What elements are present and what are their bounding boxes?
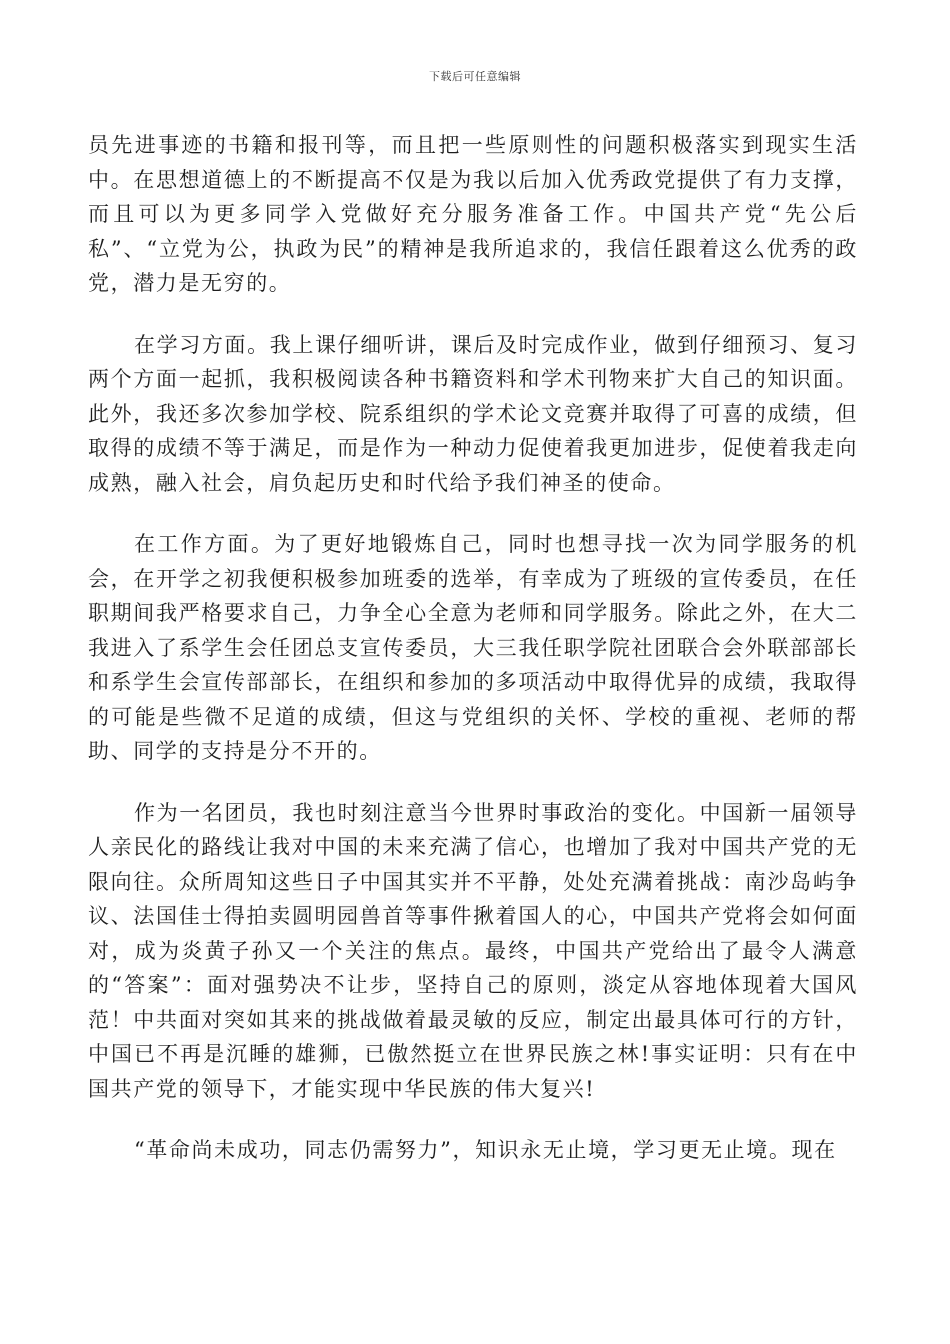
paragraph-2: 在学习方面。我上课仔细听讲，课后及时完成作业，做到仔细预习、复习两个方面一起抓，我积极阅读各种书籍资料和学术刊物来扩大自己的知识面。此外，我还多次参加学校、院系组织的学术论文竞赛并取得了可喜的成绩，但取得的成绩不等于满足，而是作为一种动力促使着我更加进步，促使着我走向成熟，融入社会，肩负起历史和时代给予我们神圣的使命。 [88,332,858,495]
paragraph-3: 在工作方面。为了更好地锻炼自己，同时也想寻找一次为同学服务的机会，在开学之初我便积极参加班委的选举，有幸成为了班级的宣传委员，在任职期间我严格要求自己，力争全心全意为老师和同学服务。除此之外，在大二我进入了系学生会任团总支宣传委员，大三我任职学院社团联合会外联部部长和系学生会宣传部部长，在组织和参加的多项活动中取得优异的成绩，我取得的可能是些微不足道的成绩，但这与党组织的关怀、学校的重视、老师的帮助、同学的支持是分不开的。 [88,532,858,763]
paragraph-1: 员先进事迹的书籍和报刊等，而且把一些原则性的问题积极落实到现实生活中。在思想道德上的不断提高不仅是为我以后加入优秀政党提供了有力支撑，而且可以为更多同学入党做好充分服务准备工作。中国共产党“先公后私”、“立党为公，执政为民”的精神是我所追求的，我信任跟着这么优秀的政党，潜力是无穷的。 [88,133,858,295]
paragraph-5: “革命尚未成功，同志仍需努力”，知识永无止境，学习更无止境。现在 [134,1138,837,1162]
paragraph-4: 作为一名团员，我也时刻注意当今世界时事政治的变化。中国新一届领导人亲民化的路线让我对中国的未来充满了信心，也增加了我对中国共产党的无限向往。众所周知这些日子中国其实并不平静，处处充满着挑战：南沙岛屿争议、法国佳士得拍卖圆明园兽首等事件揪着国人的心，中国共产党将会如何面对，成为炎黄子孙又一个关注的焦点。最终，中国共产党给出了最令人满意的“答案”：面对强势决不让步，坚持自己的原则，淡定从容地体现着大国风范！中共面对突如其来的挑战做着最灵敏的反应，制定出最具体可行的方针，中国已不再是沉睡的雄狮，已傲然挺立在世界民族之林!事实证明：只有在中国共产党的领导下，才能实现中华民族的伟大复兴! [88,800,858,1101]
document-body [88,128,858,1195]
page-header-note: 下载后可任意编辑 [429,70,521,83]
